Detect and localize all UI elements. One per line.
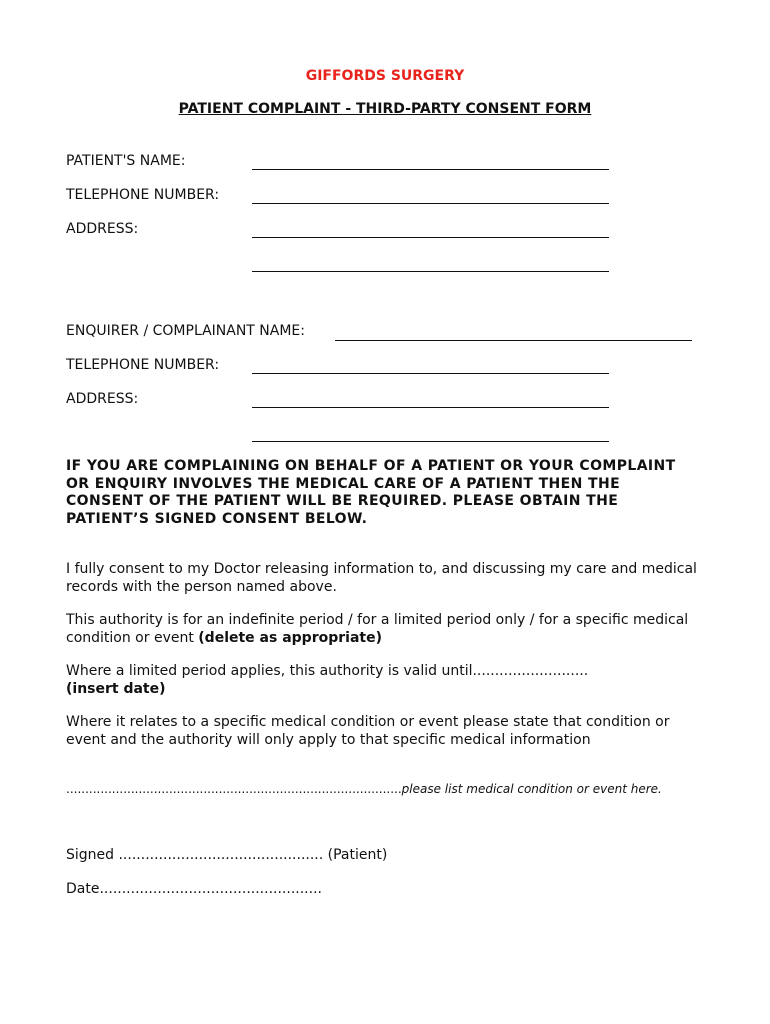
enquirer-name-label: ENQUIRER / COMPLAINANT NAME: bbox=[66, 323, 305, 339]
date-line[interactable]: Date.................................................. bbox=[66, 881, 322, 897]
condition-entry[interactable] bbox=[66, 782, 686, 798]
enquirer-telephone-field[interactable] bbox=[252, 373, 609, 374]
authority-text: This authority is for an indefinite period / for a limited period only / for a specific medical condition or event bbox=[66, 612, 689, 646]
patient-address-field-1[interactable] bbox=[252, 237, 609, 238]
patient-address-label: ADDRESS: bbox=[66, 221, 139, 237]
signed-line[interactable]: Signed .............................................. (Patient) bbox=[66, 847, 388, 863]
surgery-name: GIFFORDS SURGERY bbox=[305, 68, 465, 84]
form-title: PATIENT COMPLAINT - THIRD-PARTY CONSENT FORM bbox=[178, 101, 592, 117]
condition-dots: ........................................................................................ bbox=[66, 782, 402, 796]
limited-period-paragraph bbox=[66, 663, 706, 698]
condition-hint: please list medical condition or event here. bbox=[401, 782, 662, 796]
enquirer-telephone-label: TELEPHONE NUMBER: bbox=[66, 357, 220, 373]
enquirer-address-field-1[interactable] bbox=[252, 407, 609, 408]
authority-paragraph bbox=[66, 612, 706, 647]
limited-period-text: Where a limited period applies, this authority is valid until.......................... bbox=[66, 663, 589, 679]
authority-note: (delete as appropriate) bbox=[198, 629, 382, 646]
patient-name-label: PATIENT'S NAME: bbox=[66, 153, 186, 169]
enquirer-address-field-2[interactable] bbox=[252, 441, 609, 442]
patient-telephone-label: TELEPHONE NUMBER: bbox=[66, 187, 220, 203]
enquirer-name-field[interactable] bbox=[335, 340, 692, 341]
enquirer-address-label: ADDRESS: bbox=[66, 391, 139, 407]
consent-statement: I fully consent to my Doctor releasing information to, and discussing my care and medical records with the person named above. bbox=[66, 561, 697, 595]
patient-name-field[interactable] bbox=[252, 169, 609, 170]
patient-telephone-field[interactable] bbox=[252, 203, 609, 204]
condition-paragraph: Where it relates to a specific medical condition or event please state that condition or event and the authority will only apply to that specific medical information bbox=[66, 714, 670, 748]
limited-period-note: (insert date) bbox=[66, 680, 166, 697]
patient-address-field-2[interactable] bbox=[252, 271, 609, 272]
consent-notice: IF YOU ARE COMPLAINING ON BEHALF OF A PATIENT OR YOUR COMPLAINT OR ENQUIRY INVOLVES THE MEDICAL CARE OF A PATIENT THEN THE CONSENT OF THE PATIENT WILL BE REQUIRED. PLEASE OBTAIN THE PATIENT’S SIGNED CONSENT BELOW. bbox=[66, 458, 676, 527]
